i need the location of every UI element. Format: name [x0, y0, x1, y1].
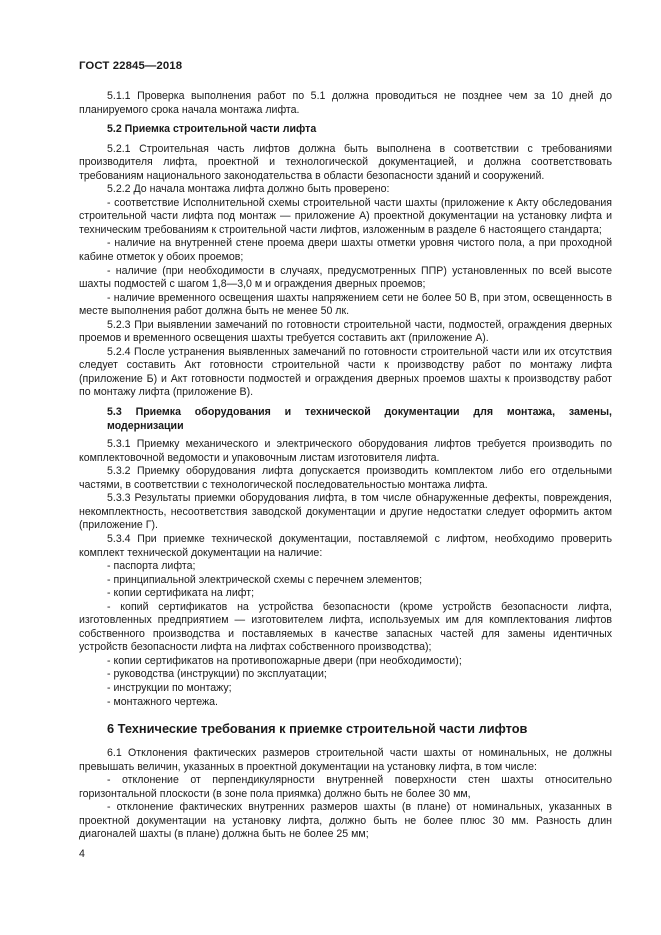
list-item: - наличие (при необходимости в случаях, предусмотренных ППР) установленных по всей высоте шахты подмостей с шагом 1,8—3,0 м и ограждения дверных проемов;: [79, 264, 612, 291]
heading-5-3-continued: модернизации: [107, 419, 184, 432]
section-heading-6: 6 Технические требования к приемке строительной части лифтов: [107, 721, 528, 737]
paragraph-5-3-4: 5.3.4 При приемке технической документации, поставляемой с лифтом, необходимо проверить комплект технической документации на наличие:: [79, 532, 612, 559]
list-item: - руководства (инструкции) по эксплуатации;: [107, 668, 327, 681]
paragraph-5-1-1: 5.1.1 Проверка выполнения работ по 5.1 должна проводиться не позднее чем за 10 дней до планируемого срока начала монтажа лифта.: [79, 90, 612, 116]
list-item: - паспорта лифта;: [107, 560, 196, 573]
paragraph-5-2-2: 5.2.2 До начала монтажа лифта должно быть проверено:: [107, 183, 390, 196]
list-item: - копии сертификата на лифт;: [107, 587, 255, 600]
standard-header: ГОСТ 22845—2018: [79, 60, 183, 72]
list-item: - наличие временного освещения шахты напряжением сети не более 50 В, при этом, освещенность в месте выполнения работ должна быть не менее 50 лк.: [79, 291, 612, 318]
list-item: - принципиальной электрической схемы с перечнем элементов;: [107, 573, 423, 586]
paragraph-5-3-1: 5.3.1 Приемку механического и электрического оборудования лифтов требуется производить по комплектовочной ведомости и упаковочным листам изготовителя лифта.: [79, 438, 612, 464]
page-content: [79, 90, 612, 842]
paragraph-5-2-3: 5.2.3 При выявлении замечаний по готовности строительной части, подмостей, ограждения дверных проемов и временного освещения шахты требуется составить акт (приложение А).: [79, 318, 612, 345]
list-item: - копий сертификатов на устройства безопасности (кроме устройств безопасности лифта, изготовленных предприятием — изготовителем лифта, используемых им для комплектования лифтов собственного производства и поставляемых в качестве запасных частей для замены идентичных устройств безопасности лифта на лифтах собственного производства);: [79, 600, 612, 654]
heading-5-3: 5.3 Приемка оборудования и технической документации для монтажа, замены,: [107, 406, 612, 419]
heading-5-2: 5.2 Приемка строительной части лифта: [107, 123, 317, 136]
paragraph-5-3-3: 5.3.3 Результаты приемки оборудования лифта, в том числе обнаруженные дефекты, повреждения, некомплектность, несоответствия заводской документации и другие недостатки следует оформить актом (приложение Г).: [79, 492, 612, 532]
list-item: - наличие на внутренней стене проема двери шахты отметки уровня чистого пола, а при проходной кабине отметок у обоих проемов;: [79, 237, 612, 264]
page-number: 4: [79, 848, 85, 860]
list-item: - инструкции по монтажу;: [107, 681, 232, 694]
list-item: - монтажного чертежа.: [107, 695, 218, 708]
paragraph-5-2-1: 5.2.1 Строительная часть лифтов должна быть выполнена в соответствии с требованиями производителя лифта, проектной и технологической документацией, и должна соответствовать требованиям национального законодательства в области безопасности зданий и сооружений.: [79, 142, 612, 182]
list-item: - отклонение фактических внутренних размеров шахты (в плане) от номинальных, указанных в проектной документации на установку лифта, должно быть не более плюс 30 мм. Разность длин диагоналей шахты (в плане) должна быть не более 25 мм;: [79, 801, 612, 841]
paragraph-5-2-4: 5.2.4 После устранения выявленных замечаний по готовности строительной части или их отсутствия следует составить Акт готовности строительной части к производству работ по монтажу лифта (приложение Б) и Акт готовности подмостей и ограждения дверных проемов шахты к производству работ по монтажу лифта (приложение В).: [79, 345, 612, 399]
list-item: - соответствие Исполнительной схемы строительной части шахты (приложение к Акту обследования строительной части лифта под монтаж — приложение А) проектной документации на установку лифта и техническим требованиям к строительной части лифтов, изложенным в разделе 6 настоящего стандарта;: [79, 196, 612, 236]
list-item: - отклонение от перпендикулярности внутренней поверхности стен шахты относительно горизонтальной плоскости (в зоне пола приямка) должно быть не более 30 мм,: [79, 774, 612, 800]
paragraph-6-1: 6.1 Отклонения фактических размеров строительной части шахты от номинальных, не должны превышать величин, указанных в проектной документации на установку лифта, в том числе:: [79, 747, 612, 773]
paragraph-5-3-2: 5.3.2 Приемку оборудования лифта допускается производить комплектом либо его отдельными частями, в соответствии с технологической последовательностью монтажа лифта.: [79, 465, 612, 491]
list-item: - копии сертификатов на противопожарные двери (при необходимости);: [107, 654, 462, 667]
